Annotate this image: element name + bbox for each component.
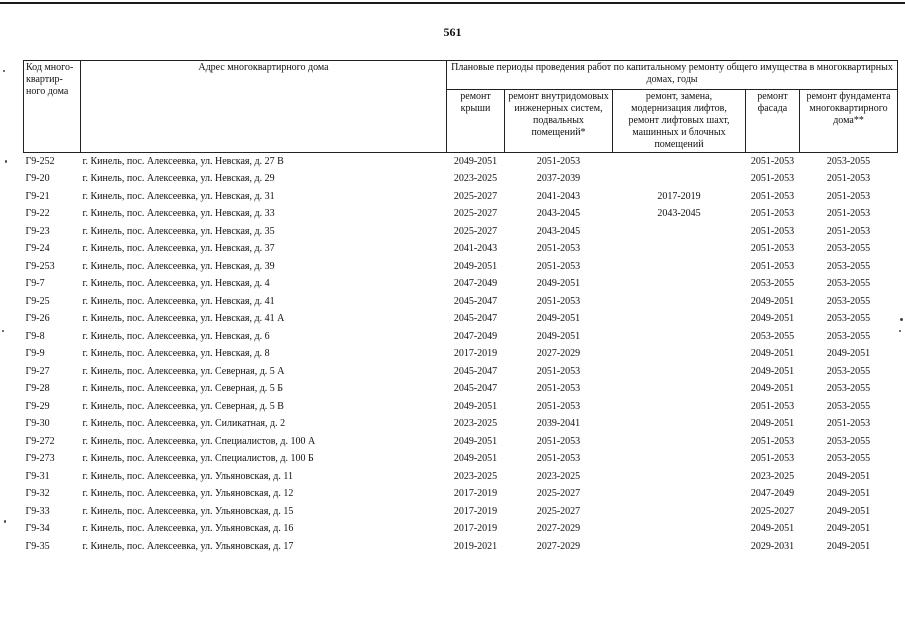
capital-repair-table (23, 60, 898, 556)
cell-engineering: 2037-2039 (536, 173, 581, 185)
cell-facade: 2053-2055 (750, 330, 795, 342)
table-header (24, 61, 898, 153)
cell-code: Г9-32 (25, 488, 50, 500)
cell-roof: 2047-2049 (453, 278, 498, 290)
cell-elevators (613, 171, 746, 189)
cell-elevators: 2017-2019 (657, 190, 701, 202)
cell-code: Г9-23 (25, 225, 50, 237)
cell-elevators (613, 223, 746, 241)
cell-roof: 2041-2043 (453, 243, 498, 255)
header-code: Код много-квартир-ного дома (24, 61, 81, 153)
cell-roof: 2017-2019 (453, 505, 498, 517)
cell-address: г. Кинель, пос. Алексеевка, ул. Невская, д. 6 (82, 330, 270, 342)
cell-roof: 2045-2047 (453, 365, 498, 377)
cell-elevators (613, 521, 746, 539)
cell-elevators (613, 451, 746, 469)
cell-roof: 2049-2051 (453, 400, 498, 412)
table-row (24, 416, 898, 434)
cell-engineering: 2049-2051 (536, 278, 581, 290)
cell-foundation: 2053-2055 (826, 330, 871, 342)
cell-facade: 2051-2053 (750, 243, 795, 255)
cell-roof: 2049-2051 (453, 155, 498, 167)
table-row (24, 206, 898, 224)
cell-code: Г9-7 (25, 278, 45, 290)
header-elevators: ремонт, замена, модернизация лифтов, ремонт лифтовых шахт, машинных и блочных помещений (613, 90, 746, 153)
cell-roof: 2017-2019 (453, 348, 498, 360)
cell-engineering: 2049-2051 (536, 313, 581, 325)
cell-roof: 2049-2051 (453, 453, 498, 465)
table-row (24, 433, 898, 451)
cell-code: Г9-33 (25, 505, 50, 517)
table-row (24, 363, 898, 381)
cell-facade: 2051-2053 (750, 155, 795, 167)
cell-facade: 2049-2051 (750, 365, 795, 377)
cell-elevators (613, 276, 746, 294)
scan-speck (5, 160, 7, 163)
cell-foundation: 2053-2055 (826, 155, 871, 167)
cell-address: г. Кинель, пос. Алексеевка, ул. Невская, д. 27 В (82, 155, 284, 167)
cell-code: Г9-30 (25, 418, 50, 430)
cell-address: г. Кинель, пос. Алексеевка, ул. Ульяновская, д. 11 (82, 470, 294, 482)
cell-engineering: 2041-2043 (536, 190, 581, 202)
cell-code: Г9-21 (25, 190, 50, 202)
table-row (24, 486, 898, 504)
cell-engineering: 2051-2053 (536, 435, 581, 447)
cell-facade: 2049-2051 (750, 383, 795, 395)
cell-elevators: 2043-2045 (657, 208, 701, 220)
cell-facade: 2049-2051 (750, 348, 795, 360)
cell-elevators (613, 241, 746, 259)
cell-facade: 2049-2051 (750, 418, 795, 430)
cell-facade: 2051-2053 (750, 208, 795, 220)
cell-code: Г9-35 (25, 540, 50, 552)
cell-roof: 2023-2025 (453, 470, 498, 482)
cell-roof: 2017-2019 (453, 488, 498, 500)
scan-speck (4, 520, 6, 523)
cell-roof: 2019-2021 (453, 540, 498, 552)
cell-facade: 2023-2025 (750, 470, 795, 482)
cell-foundation: 2053-2055 (826, 295, 871, 307)
cell-roof: 2023-2025 (453, 173, 498, 185)
header-row-group (24, 61, 898, 90)
cell-elevators (613, 258, 746, 276)
cell-facade: 2047-2049 (750, 488, 795, 500)
cell-code: Г9-27 (25, 365, 50, 377)
cell-roof: 2045-2047 (453, 313, 498, 325)
cell-code: Г9-9 (25, 348, 45, 360)
cell-foundation: 2049-2051 (826, 348, 871, 360)
cell-facade: 2049-2051 (750, 523, 795, 535)
cell-elevators (613, 416, 746, 434)
cell-address: г. Кинель, пос. Алексеевка, ул. Невская, д. 4 (82, 278, 270, 290)
table-row (24, 328, 898, 346)
cell-engineering: 2051-2053 (536, 453, 581, 465)
cell-foundation: 2051-2053 (826, 208, 871, 220)
header-roof: ремонт крыши (447, 90, 505, 153)
cell-foundation: 2049-2051 (826, 470, 871, 482)
cell-address: г. Кинель, пос. Алексеевка, ул. Ульяновская, д. 15 (82, 505, 294, 517)
cell-facade: 2051-2053 (750, 173, 795, 185)
cell-engineering: 2049-2051 (536, 330, 581, 342)
cell-engineering: 2025-2027 (536, 505, 581, 517)
cell-elevators (613, 311, 746, 329)
cell-elevators (613, 153, 746, 171)
cell-address: г. Кинель, пос. Алексеевка, ул. Невская, д. 31 (82, 190, 275, 202)
cell-elevators (613, 346, 746, 364)
cell-facade: 2051-2053 (750, 225, 795, 237)
table-row (24, 468, 898, 486)
table-row (24, 311, 898, 329)
table-row (24, 241, 898, 259)
cell-foundation: 2049-2051 (826, 488, 871, 500)
cell-elevators (613, 363, 746, 381)
cell-foundation: 2053-2055 (826, 313, 871, 325)
cell-address: г. Кинель, пос. Алексеевка, ул. Силикатная, д. 2 (82, 418, 286, 430)
cell-facade: 2051-2053 (750, 260, 795, 272)
cell-facade: 2049-2051 (750, 295, 795, 307)
header-facade: ремонт фасада (746, 90, 800, 153)
cell-foundation: 2053-2055 (826, 278, 871, 290)
header-address: Адрес многоквартирного дома (81, 61, 447, 153)
cell-roof: 2017-2019 (453, 523, 498, 535)
cell-elevators (613, 468, 746, 486)
cell-code: Г9-26 (25, 313, 50, 325)
cell-engineering: 2043-2045 (536, 225, 581, 237)
table-row (24, 293, 898, 311)
table-row (24, 153, 898, 171)
scan-speck (3, 70, 5, 72)
cell-roof: 2025-2027 (453, 208, 498, 220)
cell-engineering: 2039-2041 (536, 418, 581, 430)
cell-engineering: 2051-2053 (536, 243, 581, 255)
cell-engineering: 2051-2053 (536, 365, 581, 377)
cell-engineering: 2051-2053 (536, 383, 581, 395)
cell-roof: 2047-2049 (453, 330, 498, 342)
cell-code: Г9-34 (25, 523, 50, 535)
cell-code: Г9-20 (25, 173, 50, 185)
cell-foundation: 2053-2055 (826, 383, 871, 395)
cell-address: г. Кинель, пос. Алексеевка, ул. Ульяновская, д. 17 (82, 540, 294, 552)
page-number: 561 (443, 25, 462, 39)
cell-roof: 2023-2025 (453, 418, 498, 430)
cell-address: г. Кинель, пос. Алексеевка, ул. Невская, д. 41 А (82, 313, 285, 325)
cell-address: г. Кинель, пос. Алексеевка, ул. Ульяновская, д. 12 (82, 488, 294, 500)
cell-address: г. Кинель, пос. Алексеевка, ул. Невская, д. 29 (82, 173, 275, 185)
scan-speck (2, 330, 4, 332)
header-engineering: ремонт внутридомовых инженерных систем, подвальных помещений* (505, 90, 613, 153)
cell-code: Г9-25 (25, 295, 50, 307)
header-periods-group: Плановые периоды проведения работ по капитальному ремонту общего имущества в многоквартирных домах, годы (447, 61, 898, 90)
table-row (24, 223, 898, 241)
cell-foundation: 2049-2051 (826, 505, 871, 517)
scan-speck (899, 330, 901, 332)
cell-address: г. Кинель, пос. Алексеевка, ул. Северная, д. 5 В (82, 400, 284, 412)
cell-facade: 2051-2053 (750, 190, 795, 202)
cell-roof: 2045-2047 (453, 383, 498, 395)
cell-address: г. Кинель, пос. Алексеевка, ул. Северная, д. 5 А (82, 365, 285, 377)
cell-foundation: 2051-2053 (826, 418, 871, 430)
table-row (24, 381, 898, 399)
scan-speck (900, 318, 903, 321)
cell-code: Г9-253 (25, 260, 55, 272)
cell-code: Г9-273 (25, 453, 55, 465)
cell-address: г. Кинель, пос. Алексеевка, ул. Невская, д. 33 (82, 208, 275, 220)
cell-address: г. Кинель, пос. Алексеевка, ул. Ульяновская, д. 16 (82, 523, 294, 535)
table-row (24, 171, 898, 189)
cell-engineering: 2051-2053 (536, 295, 581, 307)
cell-engineering: 2023-2025 (536, 470, 581, 482)
table-row (24, 521, 898, 539)
table-row (24, 258, 898, 276)
cell-facade: 2049-2051 (750, 313, 795, 325)
cell-engineering: 2051-2053 (536, 155, 581, 167)
cell-facade: 2025-2027 (750, 505, 795, 517)
cell-elevators (613, 293, 746, 311)
cell-facade: 2029-2031 (750, 540, 795, 552)
table-row (24, 451, 898, 469)
cell-foundation: 2053-2055 (826, 243, 871, 255)
cell-engineering: 2027-2029 (536, 540, 581, 552)
cell-foundation: 2049-2051 (826, 523, 871, 535)
cell-elevators (613, 486, 746, 504)
table-row (24, 188, 898, 206)
cell-foundation: 2051-2053 (826, 173, 871, 185)
cell-facade: 2053-2055 (750, 278, 795, 290)
cell-address: г. Кинель, пос. Алексеевка, ул. Северная, д. 5 Б (82, 383, 284, 395)
cell-foundation: 2051-2053 (826, 225, 871, 237)
table-row (24, 538, 898, 556)
table-row (24, 276, 898, 294)
cell-address: г. Кинель, пос. Алексеевка, ул. Невская, д. 41 (82, 295, 275, 307)
cell-address: г. Кинель, пос. Алексеевка, ул. Невская, д. 37 (82, 243, 275, 255)
table-body (24, 153, 898, 556)
cell-roof: 2045-2047 (453, 295, 498, 307)
cell-engineering: 2027-2029 (536, 348, 581, 360)
cell-code: Г9-8 (25, 330, 45, 342)
cell-elevators (613, 328, 746, 346)
top-rule (0, 2, 905, 4)
cell-facade: 2051-2053 (750, 435, 795, 447)
cell-engineering: 2025-2027 (536, 488, 581, 500)
table-row (24, 503, 898, 521)
table-row (24, 398, 898, 416)
cell-code: Г9-31 (25, 470, 50, 482)
cell-engineering: 2027-2029 (536, 523, 581, 535)
cell-address: г. Кинель, пос. Алексеевка, ул. Специалистов, д. 100 Б (82, 453, 314, 465)
header-foundation: ремонт фундамента многоквартирного дома** (800, 90, 898, 153)
cell-roof: 2025-2027 (453, 190, 498, 202)
cell-foundation: 2053-2055 (826, 435, 871, 447)
cell-code: Г9-24 (25, 243, 50, 255)
cell-foundation: 2053-2055 (826, 365, 871, 377)
cell-elevators (613, 398, 746, 416)
cell-engineering: 2051-2053 (536, 400, 581, 412)
cell-facade: 2051-2053 (750, 400, 795, 412)
cell-roof: 2049-2051 (453, 435, 498, 447)
cell-elevators (613, 381, 746, 399)
cell-engineering: 2051-2053 (536, 260, 581, 272)
cell-roof: 2049-2051 (453, 260, 498, 272)
cell-foundation: 2051-2053 (826, 190, 871, 202)
cell-code: Г9-28 (25, 383, 50, 395)
cell-facade: 2051-2053 (750, 453, 795, 465)
cell-foundation: 2053-2055 (826, 260, 871, 272)
cell-elevators (613, 503, 746, 521)
cell-address: г. Кинель, пос. Алексеевка, ул. Невская, д. 39 (82, 260, 275, 272)
cell-code: Г9-272 (25, 435, 55, 447)
cell-engineering: 2043-2045 (536, 208, 581, 220)
cell-roof: 2025-2027 (453, 225, 498, 237)
cell-code: Г9-252 (25, 155, 55, 167)
cell-code: Г9-29 (25, 400, 50, 412)
table-row (24, 346, 898, 364)
cell-address: г. Кинель, пос. Алексеевка, ул. Невская, д. 8 (82, 348, 270, 360)
cell-address: г. Кинель, пос. Алексеевка, ул. Специалистов, д. 100 А (82, 435, 316, 447)
cell-elevators (613, 433, 746, 451)
cell-code: Г9-22 (25, 208, 50, 220)
cell-elevators (613, 538, 746, 556)
cell-address: г. Кинель, пос. Алексеевка, ул. Невская, д. 35 (82, 225, 275, 237)
cell-foundation: 2053-2055 (826, 400, 871, 412)
cell-foundation: 2049-2051 (826, 540, 871, 552)
cell-foundation: 2053-2055 (826, 453, 871, 465)
